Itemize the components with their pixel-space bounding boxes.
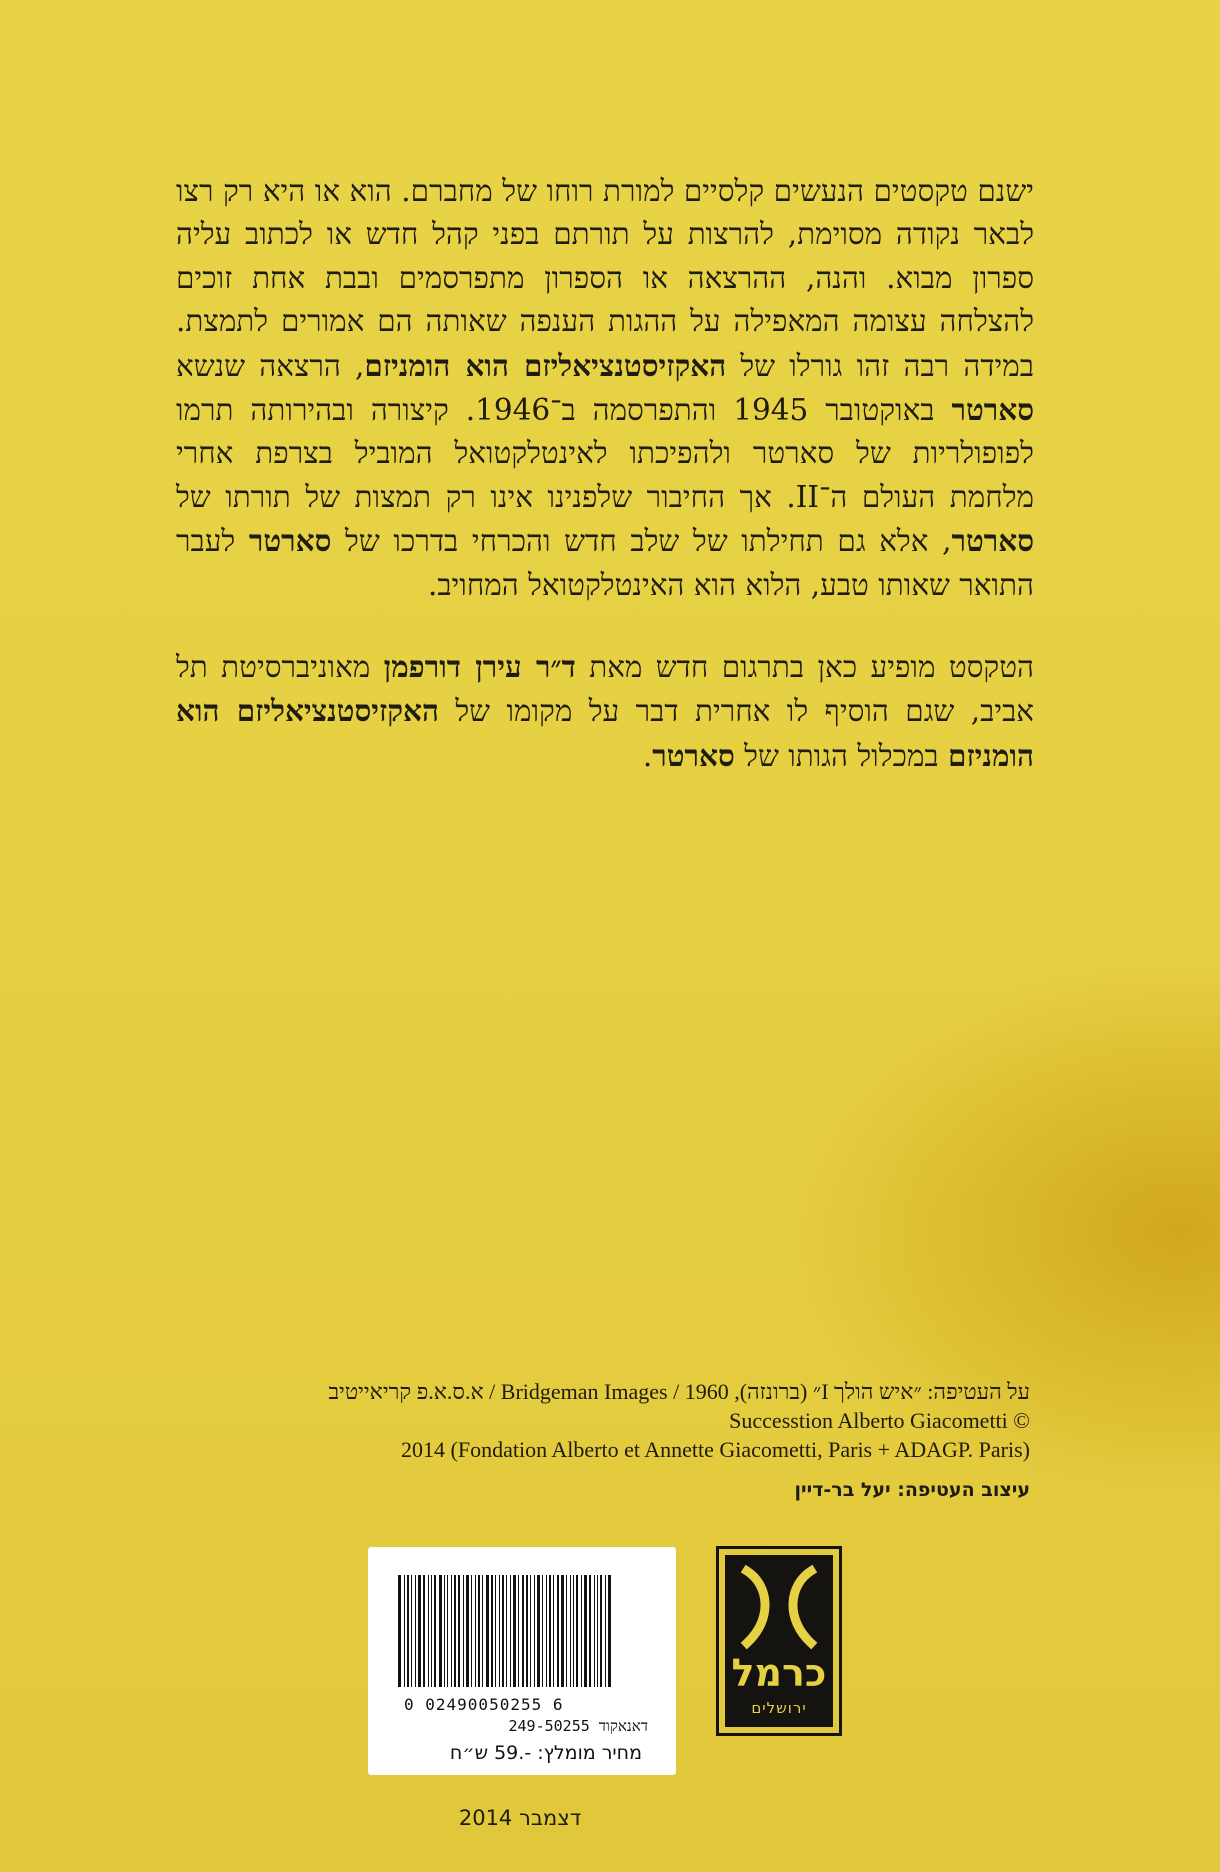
barcode-bar	[594, 1575, 595, 1687]
barcode-bar	[570, 1575, 571, 1687]
emphasized-text: סארטר	[248, 523, 332, 559]
text-run: לעבר התואר שאותו טבע, הלוא הוא האינטלקטואל המחויב.	[176, 524, 1034, 602]
blurb-paragraph-2	[176, 645, 1034, 778]
foundation-line: (Fondation Alberto et Annette Giacometti, Paris + ADAGP. Paris) 2014	[401, 1437, 1030, 1462]
barcode-bar	[542, 1575, 543, 1687]
barcode-bar	[518, 1575, 519, 1687]
barcode-bar	[418, 1575, 421, 1687]
barcode-bar	[502, 1575, 504, 1687]
barcode-bar	[506, 1575, 507, 1687]
text-run: במכלול הגותו של	[734, 738, 949, 773]
barcode-bar	[605, 1575, 606, 1687]
barcode-bar	[411, 1575, 412, 1687]
barcode-bar	[478, 1575, 480, 1687]
barcode-bar	[428, 1575, 429, 1687]
text-run: , אלא גם תחילתו של שלב חדש והכרחי בדרכו של	[331, 524, 952, 559]
barcode-bar	[431, 1575, 432, 1687]
danacode: דאנאקוד 249-50255	[508, 1717, 648, 1735]
copyright-line: © Successtion Alberto Giacometti	[729, 1408, 1030, 1433]
barcode-bar	[534, 1575, 535, 1687]
barcode-bar	[407, 1575, 409, 1687]
barcode-bar	[398, 1575, 401, 1687]
barcode-bar	[537, 1575, 540, 1687]
text-run: באוקטובר 1945 והתפרסמה ב־1946. קיצורה ובהירותה תרמו לפופולריות של סארטר ולהפיכתו לאינטלקטואל המוביל בצרפת אחרי מלחמת העולם ה־II. אך החיבור שלפנינו אינו רק תמצות של תורתו של	[176, 393, 1035, 514]
text-run: , הרצאה שנשא	[176, 348, 365, 383]
publisher-city: ירושלים	[751, 1699, 807, 1717]
cover-image-credit: על העטיפה: ״איש הולך I״ (ברונזה), 1960 / Bridgeman Images / א.ס.א.פ קריאייטיב	[328, 1379, 1030, 1404]
barcode-bar	[486, 1575, 489, 1687]
barcode-bar	[466, 1575, 469, 1687]
barcode-bar	[458, 1575, 460, 1687]
barcode-bar	[404, 1575, 405, 1687]
barcode-bar	[454, 1575, 456, 1687]
barcode-bar	[495, 1575, 496, 1687]
text-run: .	[642, 738, 653, 773]
barcode-bar	[447, 1575, 448, 1687]
emphasized-text: סארטר	[951, 392, 1034, 428]
barcode-bar	[415, 1575, 416, 1687]
emphasized-text: ד״ר עירן דורפמן	[383, 649, 576, 685]
barcode-bar	[576, 1575, 578, 1687]
barcode-number: 0 02490050255 6	[404, 1695, 564, 1714]
barcode-bar	[546, 1575, 547, 1687]
barcode-bar	[581, 1575, 582, 1687]
barcode-bar	[475, 1575, 476, 1687]
barcode-bar	[451, 1575, 452, 1687]
barcode-bar	[589, 1575, 591, 1687]
emphasized-text: האקזיסטנציאליזם הוא הומניזם	[364, 347, 727, 383]
blurb-paragraph-1	[176, 170, 1034, 607]
barcode-bar	[471, 1575, 472, 1687]
barcode-icon	[398, 1575, 646, 1687]
barcode-bar	[561, 1575, 564, 1687]
barcode-bar	[434, 1575, 436, 1687]
recommended-price: מחיר מומלץ: -.59 ש״ח	[449, 1742, 642, 1764]
cover-credits	[180, 1377, 1030, 1505]
barcode-bar	[423, 1575, 425, 1687]
barcode-sticker	[368, 1547, 676, 1775]
emphasized-text: האקזיסטנציאליזם הוא הומניזם	[176, 693, 1034, 773]
emphasized-text: סארטר	[652, 737, 735, 773]
barcode-bar	[566, 1575, 567, 1687]
blurb-text	[176, 170, 1034, 778]
publisher-logo	[716, 1546, 842, 1736]
barcode-bar	[526, 1575, 528, 1687]
barcode-bar	[573, 1575, 574, 1687]
barcode-bar	[482, 1575, 483, 1687]
text-run: מאוניברסיטת תל אביב, שגם הוסיף לו אחרית דבר על מקומו של	[176, 650, 1034, 729]
barcode-bar	[553, 1575, 554, 1687]
barcode-bar	[557, 1575, 559, 1687]
barcode-bar	[597, 1575, 598, 1687]
barcode-bar	[549, 1575, 551, 1687]
barcode-bar	[584, 1575, 587, 1687]
emphasized-text: סארטר	[951, 523, 1034, 559]
text-run: ישנם טקסטים הנעשים קלסיים למורת רוחו של מחברם. הוא או היא רק רצו לבאר נקודה מסוימת, להרצות על תורתם בפני קהל חדש או לכתוב עליה ספרון מבוא. והנה, ההרצאה או הספרון מתפרסמים ובבת אחת זוכים להצלחה עצומה המאפילה על ההגות הענפה שאותה הם אמורים לתמצת. במידה רבה זהו גורלו של	[176, 174, 1034, 383]
text-run: הטקסט מופיע כאן בתרגום חדש מאת	[575, 650, 1034, 685]
barcode-bar	[522, 1575, 524, 1687]
barcode-bar	[510, 1575, 511, 1687]
cover-designer-credit: עיצוב העטיפה: יעל בר-דיין	[794, 1479, 1030, 1501]
publisher-name: כרמל	[731, 1651, 827, 1695]
barcode-bar	[491, 1575, 493, 1687]
barcode-bar	[530, 1575, 531, 1687]
barcode-bar	[439, 1575, 442, 1687]
barcode-bar	[444, 1575, 445, 1687]
barcode-bar	[513, 1575, 516, 1687]
publication-date: דצמבר 2014	[458, 1806, 582, 1830]
barcode-bar	[463, 1575, 464, 1687]
barcode-bar	[608, 1575, 611, 1687]
barcode-bar	[600, 1575, 602, 1687]
barcode-bar	[499, 1575, 500, 1687]
